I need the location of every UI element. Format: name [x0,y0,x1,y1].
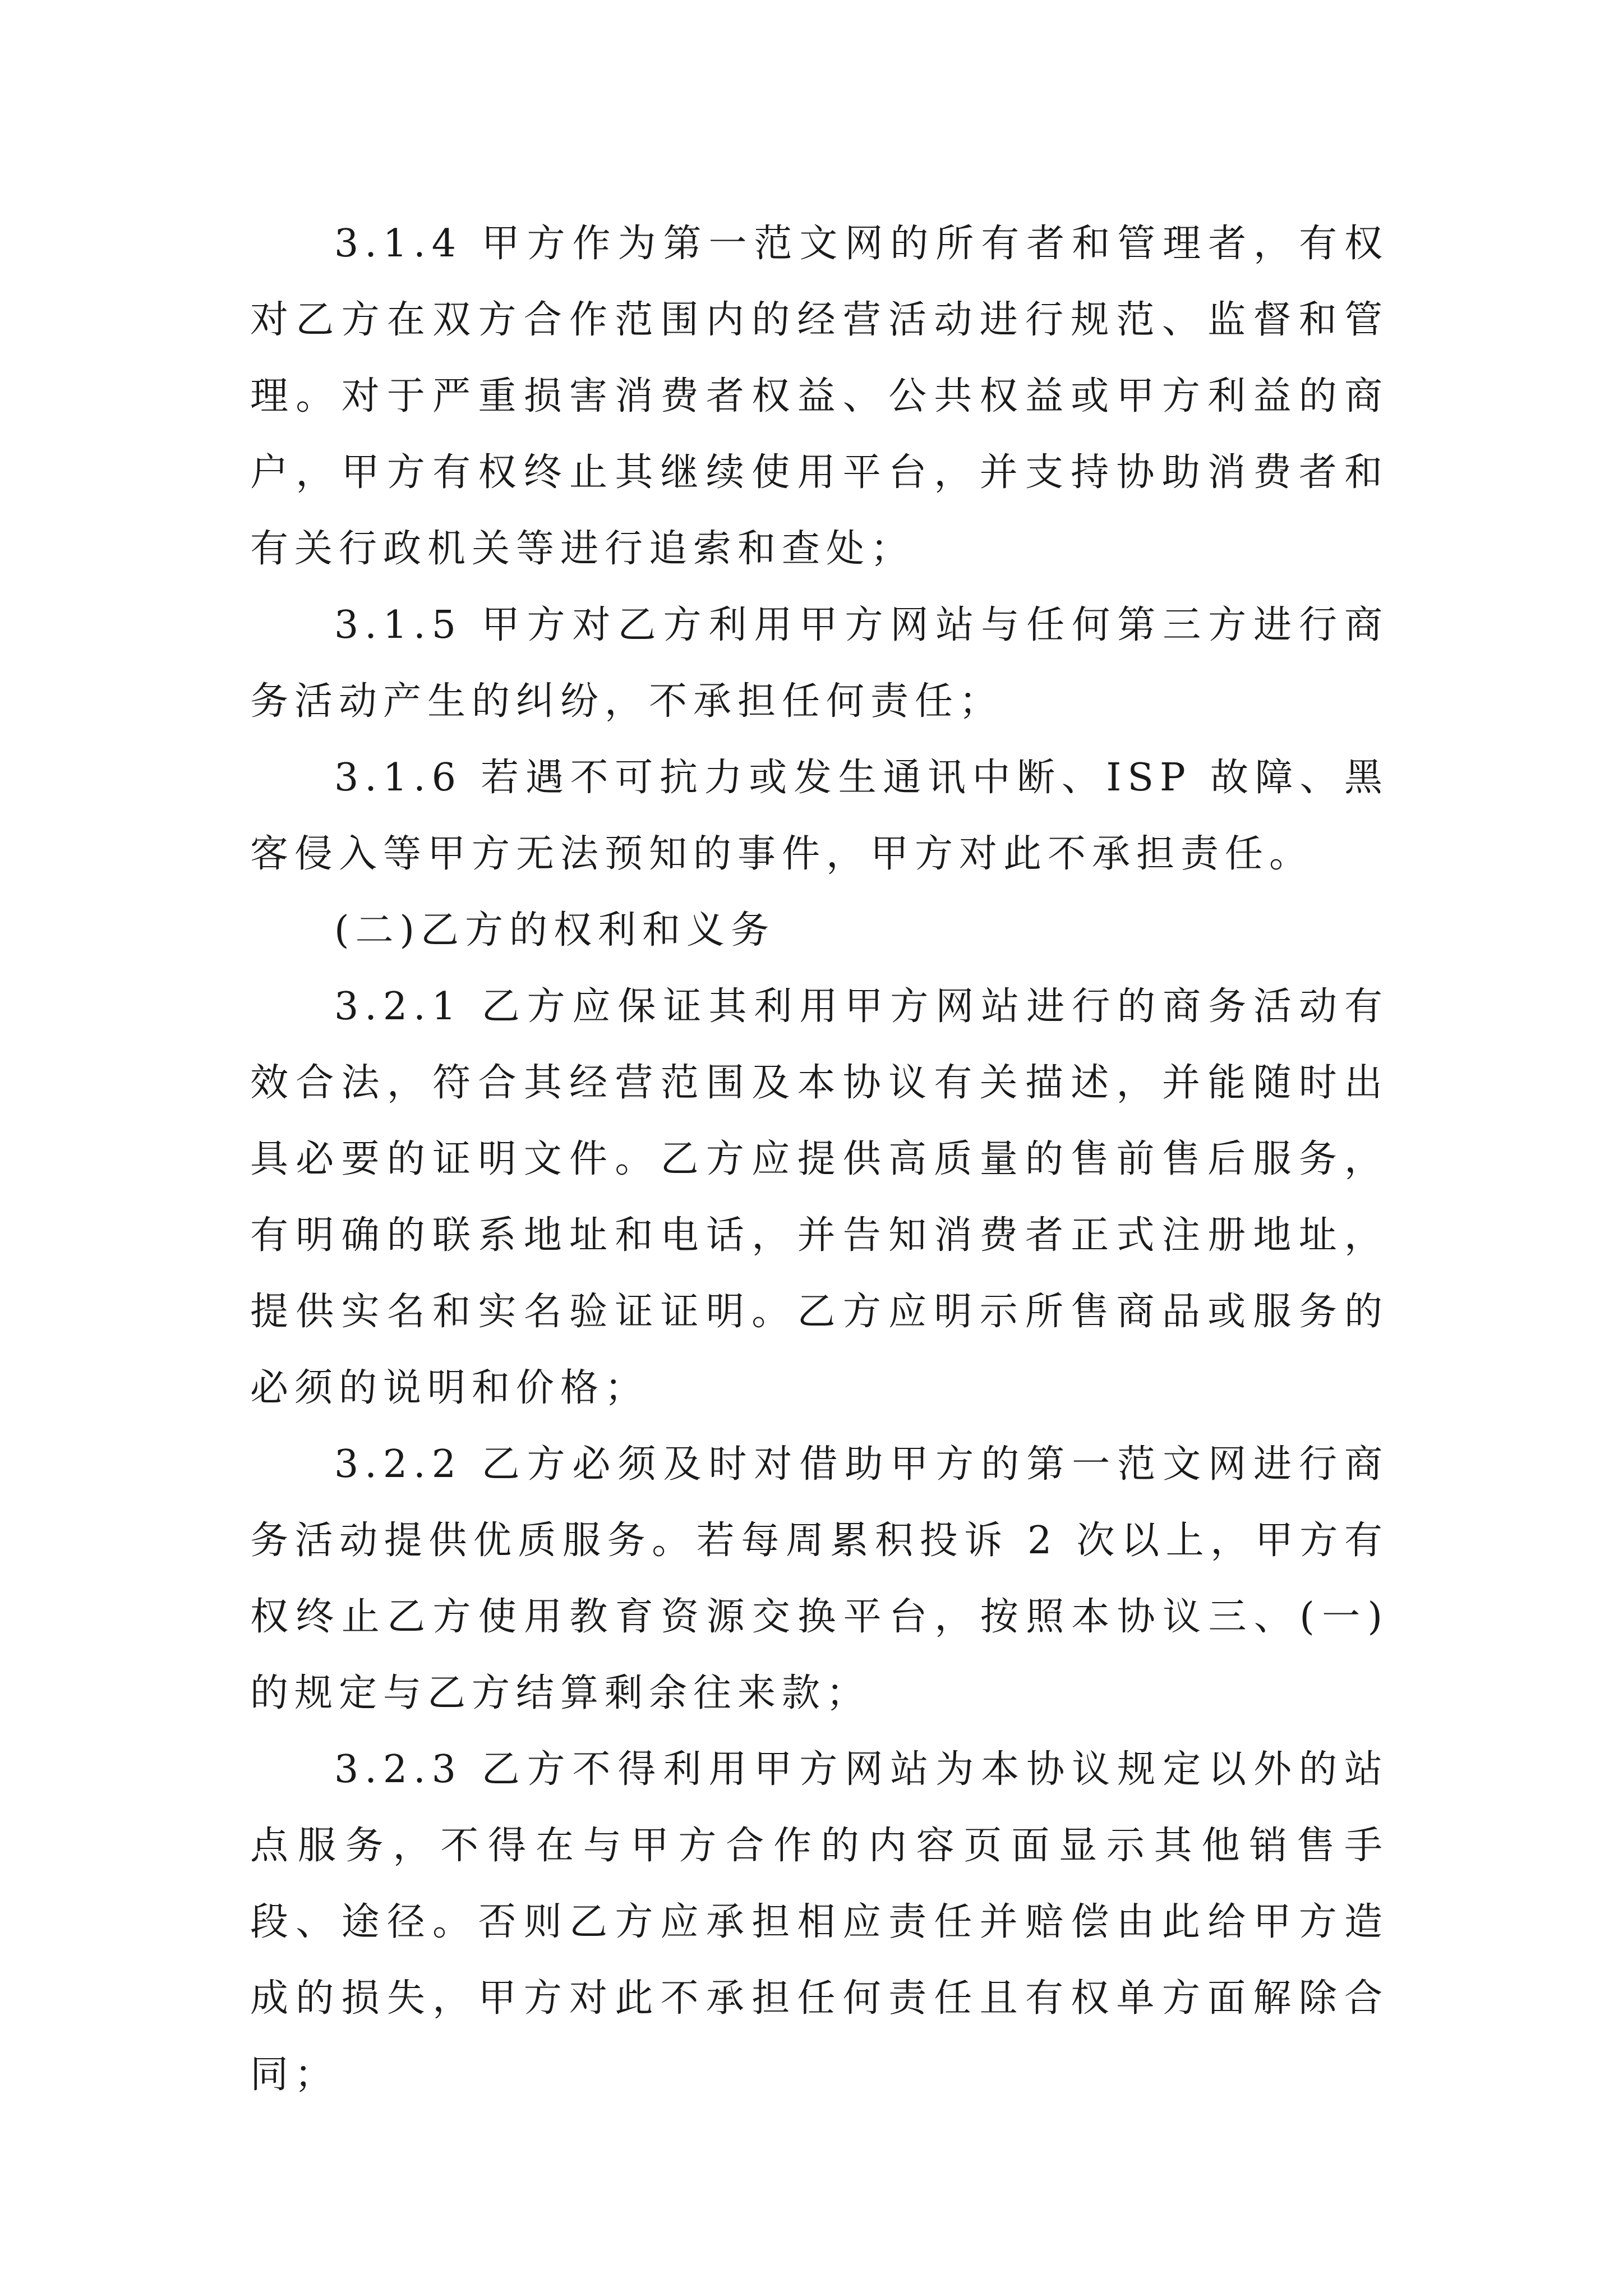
document-body [250,206,1389,2113]
clause-3-2-1: 3.2.1 乙方应保证其利用甲方网站进行的商务活动有效合法，符合其经营范围及本协议有关描述，并能随时出具必要的证明文件。乙方应提供高质量的售前售后服务，有明确的联系地址和电话，并告知消费者正式注册地址，提供实名和实名验证证明。乙方应明示所售商品或服务的必须的说明和价格； [250,984,1389,1410]
section-heading-party-b-rights: (二)乙方的权利和义务 [334,908,776,953]
clause-3-1-6: 3.1.6 若遇不可抗力或发生通讯中断、ISP 故障、黑客侵入等甲方无法预知的事件，甲方对此不承担责任。 [250,756,1389,876]
clause-3-2-3: 3.2.3 乙方不得利用甲方网站为本协议规定以外的站点服务，不得在与甲方合作的内容页面显示其他销售手段、途径。否则乙方应承担相应责任并赔偿由此给甲方造成的损失，甲方对此不承担任何责任且有权单方面解除合同； [250,1747,1389,2097]
clause-3-1-5: 3.1.5 甲方对乙方利用甲方网站与任何第三方进行商务活动产生的纠纷，不承担任何责任； [250,603,1389,724]
clause-3-1-4: 3.1.4 甲方作为第一范文网的所有者和管理者，有权对乙方在双方合作范围内的经营活动进行规范、监督和管理。对于严重损害消费者权益、公共权益或甲方利益的商户，甲方有权终止其继续使用平台，并支持协助消费者和有关行政机关等进行追索和查处； [250,222,1389,571]
clause-3-2-2: 3.2.2 乙方必须及时对借助甲方的第一范文网进行商务活动提供优质服务。若每周累积投诉 2 次以上，甲方有权终止乙方使用教育资源交换平台，按照本协议三、(一)的规定与乙方结算剩余往来款； [250,1442,1389,1715]
